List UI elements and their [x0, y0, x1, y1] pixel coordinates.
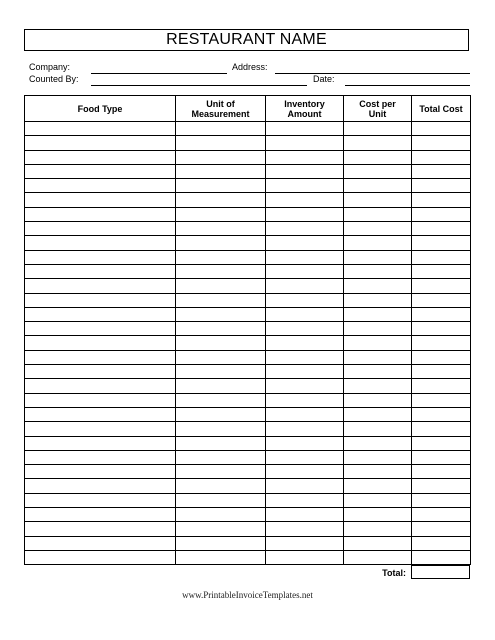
cell-unit[interactable] [176, 365, 266, 379]
table-row [25, 436, 471, 450]
table-row [25, 136, 471, 150]
cell-total-cost[interactable] [412, 264, 471, 278]
cell-total-cost[interactable] [412, 164, 471, 178]
cell-total-cost[interactable] [412, 465, 471, 479]
table-row [25, 150, 471, 164]
cell-unit[interactable] [176, 522, 266, 536]
cell-total-cost[interactable] [412, 293, 471, 307]
cell-unit[interactable] [176, 436, 266, 450]
restaurant-name-title: RESTAURANT NAME [24, 29, 469, 51]
cell-cost-per-unit[interactable] [344, 465, 412, 479]
cell-inventory-amount[interactable] [266, 207, 344, 221]
cell-inventory-amount[interactable] [266, 465, 344, 479]
table-row [25, 450, 471, 464]
cell-cost-per-unit[interactable] [344, 379, 412, 393]
cell-total-cost[interactable] [412, 207, 471, 221]
table-row [25, 365, 471, 379]
cell-total-cost[interactable] [412, 122, 471, 136]
cell-total-cost[interactable] [412, 493, 471, 507]
cell-inventory-amount[interactable] [266, 550, 344, 564]
cell-cost-per-unit[interactable] [344, 508, 412, 522]
cell-unit[interactable] [176, 207, 266, 221]
cell-total-cost[interactable] [412, 393, 471, 407]
cell-total-cost[interactable] [412, 379, 471, 393]
cell-inventory-amount[interactable] [266, 250, 344, 264]
cell-unit[interactable] [176, 393, 266, 407]
cell-cost-per-unit[interactable] [344, 293, 412, 307]
cell-cost-per-unit[interactable] [344, 307, 412, 321]
table-row [25, 407, 471, 421]
cell-food-type[interactable] [25, 307, 176, 321]
cell-total-cost[interactable] [412, 407, 471, 421]
col-cost-per-unit: Cost per Unit [344, 96, 412, 122]
cell-cost-per-unit[interactable] [344, 264, 412, 278]
cell-unit[interactable] [176, 293, 266, 307]
cell-food-type[interactable] [25, 350, 176, 364]
cell-total-cost[interactable] [412, 479, 471, 493]
cell-total-cost[interactable] [412, 365, 471, 379]
cell-total-cost[interactable] [412, 279, 471, 293]
cell-unit[interactable] [176, 536, 266, 550]
cell-inventory-amount[interactable] [266, 222, 344, 236]
table-row [25, 522, 471, 536]
date-field[interactable] [345, 85, 470, 86]
cell-inventory-amount[interactable] [266, 536, 344, 550]
cell-cost-per-unit[interactable] [344, 350, 412, 364]
cell-food-type[interactable] [25, 193, 176, 207]
cell-food-type[interactable] [25, 236, 176, 250]
cell-food-type[interactable] [25, 293, 176, 307]
cell-total-cost[interactable] [412, 307, 471, 321]
cell-unit[interactable] [176, 479, 266, 493]
cell-food-type[interactable] [25, 207, 176, 221]
cell-food-type[interactable] [25, 493, 176, 507]
cell-cost-per-unit[interactable] [344, 193, 412, 207]
cell-total-cost[interactable] [412, 322, 471, 336]
cell-total-cost[interactable] [412, 522, 471, 536]
cell-food-type[interactable] [25, 393, 176, 407]
cell-cost-per-unit[interactable] [344, 164, 412, 178]
cell-food-type[interactable] [25, 264, 176, 278]
cell-food-type[interactable] [25, 164, 176, 178]
cell-cost-per-unit[interactable] [344, 436, 412, 450]
cell-inventory-amount[interactable] [266, 264, 344, 278]
table-row [25, 508, 471, 522]
col-unit-of-measurement: Unit of Measurement [176, 96, 266, 122]
cell-cost-per-unit[interactable] [344, 122, 412, 136]
table-row [25, 336, 471, 350]
table-row [25, 379, 471, 393]
counted-by-label: Counted By: [29, 74, 79, 84]
cell-total-cost[interactable] [412, 436, 471, 450]
table-row [25, 322, 471, 336]
cell-inventory-amount[interactable] [266, 436, 344, 450]
cell-food-type[interactable] [25, 407, 176, 421]
cell-total-cost[interactable] [412, 422, 471, 436]
table-row [25, 479, 471, 493]
company-label: Company: [29, 62, 71, 72]
cell-unit[interactable] [176, 279, 266, 293]
cell-total-cost[interactable] [412, 250, 471, 264]
table-row [25, 222, 471, 236]
table-header-row [25, 96, 471, 122]
cell-cost-per-unit[interactable] [344, 450, 412, 464]
cell-total-cost[interactable] [412, 508, 471, 522]
cell-food-type[interactable] [25, 536, 176, 550]
cell-food-type[interactable] [25, 336, 176, 350]
table-row [25, 350, 471, 364]
cell-food-type[interactable] [25, 465, 176, 479]
cell-cost-per-unit[interactable] [344, 522, 412, 536]
cell-food-type[interactable] [25, 422, 176, 436]
cell-inventory-amount[interactable] [266, 136, 344, 150]
cell-unit[interactable] [176, 193, 266, 207]
cell-cost-per-unit[interactable] [344, 279, 412, 293]
cell-inventory-amount[interactable] [266, 350, 344, 364]
table-row [25, 236, 471, 250]
cell-food-type[interactable] [25, 508, 176, 522]
cell-unit[interactable] [176, 250, 266, 264]
cell-cost-per-unit[interactable] [344, 422, 412, 436]
cell-cost-per-unit[interactable] [344, 136, 412, 150]
cell-inventory-amount[interactable] [266, 193, 344, 207]
table-row [25, 550, 471, 564]
cell-inventory-amount[interactable] [266, 236, 344, 250]
cell-food-type[interactable] [25, 522, 176, 536]
cell-cost-per-unit[interactable] [344, 479, 412, 493]
cell-food-type[interactable] [25, 150, 176, 164]
cell-food-type[interactable] [25, 365, 176, 379]
cell-inventory-amount[interactable] [266, 393, 344, 407]
cell-unit[interactable] [176, 307, 266, 321]
cell-food-type[interactable] [25, 322, 176, 336]
cell-inventory-amount[interactable] [266, 450, 344, 464]
cell-food-type[interactable] [25, 136, 176, 150]
cell-unit[interactable] [176, 422, 266, 436]
cell-inventory-amount[interactable] [266, 179, 344, 193]
col-food-type: Food Type [25, 96, 176, 122]
cell-unit[interactable] [176, 550, 266, 564]
cell-total-cost[interactable] [412, 136, 471, 150]
grand-total-cell[interactable] [411, 565, 470, 579]
cell-food-type[interactable] [25, 179, 176, 193]
table-row [25, 193, 471, 207]
cell-unit[interactable] [176, 179, 266, 193]
table-row [25, 122, 471, 136]
cell-food-type[interactable] [25, 379, 176, 393]
cell-unit[interactable] [176, 407, 266, 421]
cell-inventory-amount[interactable] [266, 493, 344, 507]
col-inventory-amount: Inventory Amount [266, 96, 344, 122]
col-total-cost: Total Cost [412, 96, 471, 122]
cell-unit[interactable] [176, 350, 266, 364]
cell-cost-per-unit[interactable] [344, 550, 412, 564]
cell-cost-per-unit[interactable] [344, 336, 412, 350]
cell-inventory-amount[interactable] [266, 422, 344, 436]
cell-inventory-amount[interactable] [266, 150, 344, 164]
cell-total-cost[interactable] [412, 536, 471, 550]
cell-cost-per-unit[interactable] [344, 322, 412, 336]
cell-food-type[interactable] [25, 550, 176, 564]
table-row [25, 493, 471, 507]
cell-food-type[interactable] [25, 479, 176, 493]
cell-unit[interactable] [176, 150, 266, 164]
cell-inventory-amount[interactable] [266, 279, 344, 293]
cell-unit[interactable] [176, 236, 266, 250]
cell-unit[interactable] [176, 164, 266, 178]
table-row [25, 264, 471, 278]
cell-total-cost[interactable] [412, 179, 471, 193]
table-row [25, 179, 471, 193]
cell-cost-per-unit[interactable] [344, 250, 412, 264]
table-row [25, 422, 471, 436]
cell-unit[interactable] [176, 222, 266, 236]
cell-unit[interactable] [176, 264, 266, 278]
cell-inventory-amount[interactable] [266, 407, 344, 421]
table-row [25, 293, 471, 307]
cell-total-cost[interactable] [412, 450, 471, 464]
cell-cost-per-unit[interactable] [344, 207, 412, 221]
cell-inventory-amount[interactable] [266, 479, 344, 493]
cell-total-cost[interactable] [412, 222, 471, 236]
cell-unit[interactable] [176, 379, 266, 393]
table-row [25, 536, 471, 550]
cell-unit[interactable] [176, 322, 266, 336]
address-field[interactable] [275, 73, 470, 74]
cell-unit[interactable] [176, 508, 266, 522]
cell-cost-per-unit[interactable] [344, 365, 412, 379]
table-row [25, 207, 471, 221]
cell-food-type[interactable] [25, 250, 176, 264]
cell-total-cost[interactable] [412, 193, 471, 207]
cell-unit[interactable] [176, 465, 266, 479]
company-field[interactable] [91, 73, 227, 74]
table-row [25, 164, 471, 178]
cell-food-type[interactable] [25, 222, 176, 236]
cell-cost-per-unit[interactable] [344, 236, 412, 250]
table-row [25, 465, 471, 479]
cell-inventory-amount[interactable] [266, 293, 344, 307]
cell-cost-per-unit[interactable] [344, 493, 412, 507]
cell-unit[interactable] [176, 136, 266, 150]
footer-website: www.PrintableInvoiceTemplates.net [182, 590, 313, 600]
inventory-table [24, 95, 471, 565]
cell-total-cost[interactable] [412, 550, 471, 564]
cell-inventory-amount[interactable] [266, 307, 344, 321]
table-row [25, 393, 471, 407]
cell-unit[interactable] [176, 450, 266, 464]
cell-cost-per-unit[interactable] [344, 150, 412, 164]
cell-unit[interactable] [176, 336, 266, 350]
cell-food-type[interactable] [25, 450, 176, 464]
cell-food-type[interactable] [25, 122, 176, 136]
table-row [25, 279, 471, 293]
cell-cost-per-unit[interactable] [344, 179, 412, 193]
cell-food-type[interactable] [25, 436, 176, 450]
cell-inventory-amount[interactable] [266, 508, 344, 522]
table-row [25, 250, 471, 264]
cell-total-cost[interactable] [412, 150, 471, 164]
cell-inventory-amount[interactable] [266, 379, 344, 393]
cell-unit[interactable] [176, 122, 266, 136]
cell-inventory-amount[interactable] [266, 522, 344, 536]
cell-inventory-amount[interactable] [266, 336, 344, 350]
cell-total-cost[interactable] [412, 336, 471, 350]
cell-total-cost[interactable] [412, 236, 471, 250]
cell-inventory-amount[interactable] [266, 164, 344, 178]
cell-cost-per-unit[interactable] [344, 536, 412, 550]
cell-cost-per-unit[interactable] [344, 393, 412, 407]
cell-inventory-amount[interactable] [266, 122, 344, 136]
table-row [25, 307, 471, 321]
cell-cost-per-unit[interactable] [344, 222, 412, 236]
address-label: Address: [232, 62, 268, 72]
cell-inventory-amount[interactable] [266, 322, 344, 336]
cell-inventory-amount[interactable] [266, 365, 344, 379]
date-label: Date: [313, 74, 335, 84]
cell-unit[interactable] [176, 493, 266, 507]
counted-by-field[interactable] [91, 85, 307, 86]
cell-total-cost[interactable] [412, 350, 471, 364]
total-label: Total: [382, 568, 406, 578]
cell-cost-per-unit[interactable] [344, 407, 412, 421]
cell-food-type[interactable] [25, 279, 176, 293]
